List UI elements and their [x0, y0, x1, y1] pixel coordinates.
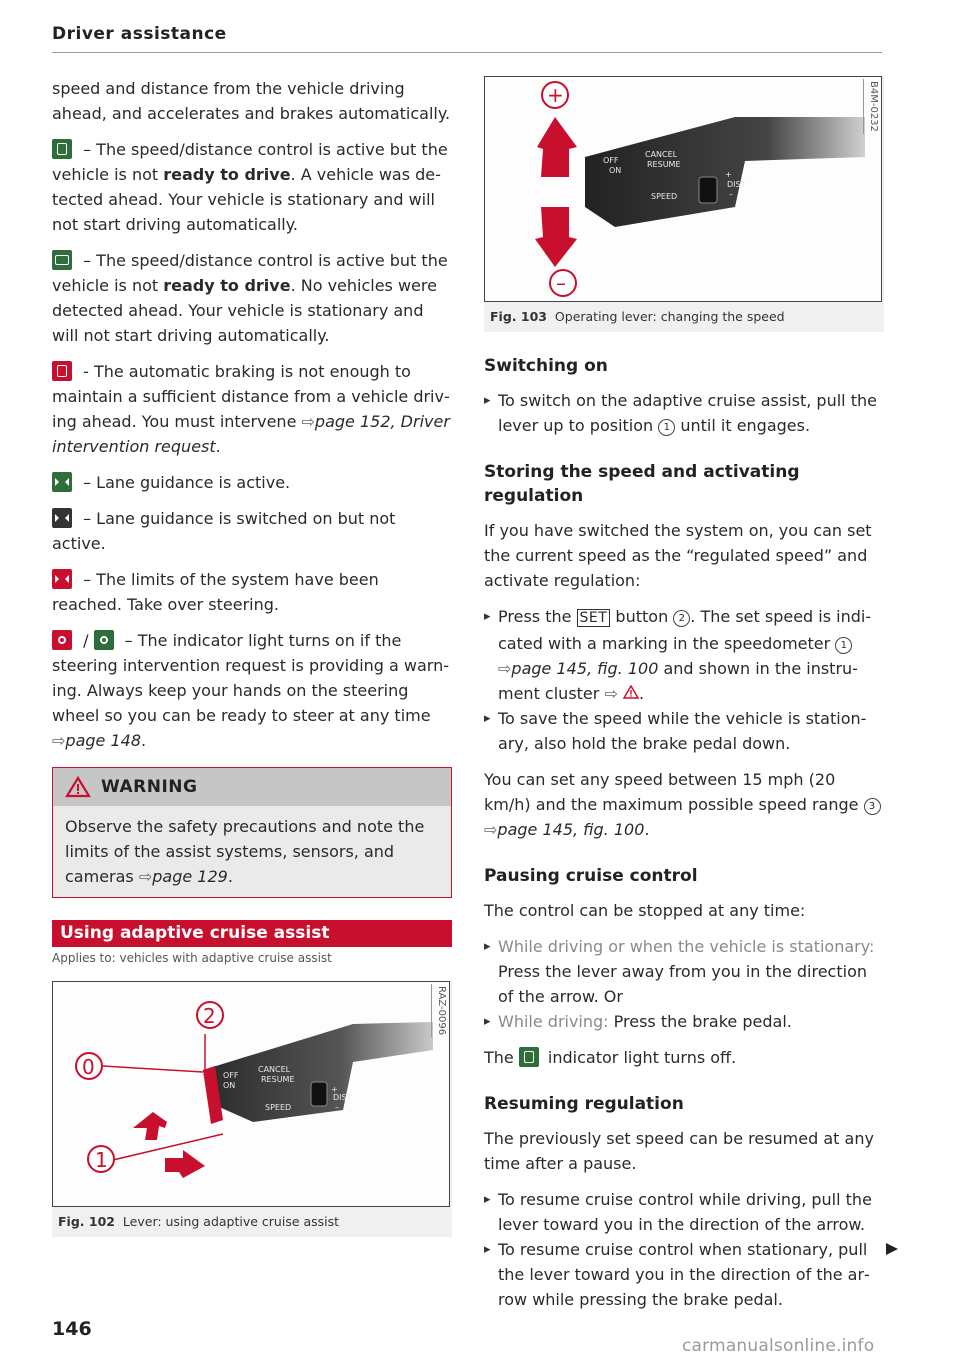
svg-text:ON: ON [609, 166, 622, 175]
svg-text:CANCEL: CANCEL [258, 1065, 291, 1074]
section-title-bar: Using adaptive cruise assist [52, 920, 452, 947]
svg-text:DIST: DIST [333, 1093, 352, 1102]
warning-title: WARNING [101, 776, 198, 797]
svg-text:SPEED: SPEED [265, 1103, 292, 1112]
arrow-down-icon [535, 207, 577, 267]
lane-guidance-inactive-icon [52, 508, 72, 528]
resume-intro: The previously set speed can be resumed at any time after a pause. [484, 1129, 874, 1173]
list-item: ▸ To save the speed while the vehicle is stationary, also hold the brake pedal down. [484, 706, 884, 756]
figure-103-image [484, 76, 882, 302]
indicator-item: – The limits of the system have been reached. Take over steering. [52, 570, 379, 614]
heading-switching-on: Switching on [484, 356, 608, 376]
svg-text:0: 0 [82, 1055, 95, 1079]
svg-text:–: – [556, 271, 566, 295]
set-key: SET [577, 609, 611, 627]
figure-103 [484, 76, 884, 332]
svg-text:CANCEL: CANCEL [645, 150, 678, 159]
list-item: ▸ To switch on the adaptive cruise assist, pull the lever up to position 1 until it engages. [484, 388, 884, 438]
svg-text:RESUME: RESUME [647, 160, 681, 169]
arrow-up-icon [537, 117, 577, 177]
svg-text:+: + [725, 170, 732, 179]
indicator-item: - The automatic braking is not enough to maintain a sufficient distance from a vehicle driving ahead. You must intervene ⇨page 152, Driver intervention request. [52, 362, 450, 456]
lane-guidance-active-icon [52, 472, 72, 492]
list-item: ▸ Press the SET button 2 . The set speed is indicated with a marking in the speedometer 1 ⇨page 145, fig. 100 and shown in the instrument cluster ⇨ . [484, 604, 884, 706]
heading-pausing: Pausing cruise control [484, 866, 698, 886]
warning-triangle-icon [65, 776, 91, 798]
svg-text:SPEED: SPEED [651, 192, 678, 201]
figure-102-image [52, 981, 450, 1207]
speed-range: You can set any speed between 15 mph (20 km/h) and the maximum possible speed range 3 ⇨page 145, fig. 100. [484, 767, 884, 842]
left-column [52, 76, 452, 1237]
indicator-item: – The speed/distance control is active but the vehicle is not ready to drive. A vehicle was detected ahead. Your vehicle is stationary and will not start driving automatically. [52, 140, 448, 234]
switch-steps [484, 388, 884, 438]
page-header [52, 24, 882, 53]
svg-text:ON: ON [223, 1081, 236, 1090]
figure-code: RAZ-0096 [431, 984, 448, 1037]
arrow-down-icon [165, 1150, 205, 1178]
watermark: carmanualsonline.info [682, 1336, 875, 1356]
list-item: ▸ While driving or when the vehicle is stationary: Press the lever away from you in the direction of the arrow. Or [484, 934, 884, 1009]
store-intro: If you have switched the system on, you can set the current speed as the “regulated speed” and activate regulation: [484, 521, 872, 590]
steering-warning-red-icon [52, 630, 72, 650]
svg-text:–: – [729, 190, 733, 199]
list-item: ▸ To resume cruise control while driving, pull the lever toward you in the direction of the arrow. [484, 1187, 884, 1237]
svg-text:+: + [331, 1085, 338, 1094]
svg-text:+: + [547, 83, 564, 107]
list-item: ▸ While driving: Press the brake pedal. [484, 1009, 884, 1034]
resume-steps [484, 1187, 884, 1312]
store-steps [484, 604, 884, 756]
car-outline-icon [52, 250, 72, 270]
figure-102-caption: Fig. 102 Lever: using adaptive cruise assist [58, 1214, 340, 1229]
svg-text:2: 2 [203, 1004, 216, 1028]
lane-limit-icon [52, 569, 72, 589]
pause-intro: The control can be stopped at any time: [484, 901, 806, 920]
arrow-up-icon [133, 1112, 167, 1140]
applies-to: Applies to: vehicles with adaptive cruise assist [52, 951, 332, 965]
heading-resuming: Resuming regulation [484, 1094, 684, 1114]
list-item: ▸ To resume cruise control when stationary, pull the lever toward you in the direction of the arrow while pressing the brake pedal. [484, 1237, 884, 1312]
svg-text:DIST: DIST [727, 180, 746, 189]
svg-text:–: – [335, 1103, 339, 1112]
figure-code: B4M-0232 [863, 79, 880, 134]
indicator-item: – Lane guidance is active. [52, 470, 452, 495]
car-ahead-icon [52, 139, 72, 159]
steering-warning-green-icon [94, 630, 114, 650]
brake-warning-icon [52, 361, 72, 381]
right-column [484, 76, 884, 1323]
pause-steps [484, 934, 884, 1034]
figure-103-caption: Fig. 103 Operating lever: changing the speed [490, 309, 785, 324]
svg-text:1: 1 [95, 1148, 108, 1172]
warning-header [53, 768, 451, 806]
intro-paragraph: speed and distance from the vehicle driving ahead, and accelerates and brakes automatically. [52, 79, 451, 123]
svg-text:RESUME: RESUME [261, 1075, 295, 1084]
indicator-item: – The speed/distance control is active but the vehicle is not ready to drive. No vehicles were detected ahead. Your vehicle is stationary and will not start driving automatically. [52, 251, 448, 345]
continue-arrow-icon [886, 1243, 898, 1255]
heading-storing-speed: Storing the speed and activating regulation [484, 462, 800, 506]
lever-illustration [53, 982, 449, 1206]
svg-text:OFF: OFF [223, 1071, 239, 1080]
lever-speed-illustration [485, 77, 881, 301]
warning-box [52, 767, 452, 898]
page-number: 146 [52, 1318, 92, 1340]
figure-102 [52, 981, 452, 1237]
warning-triangle-icon [623, 685, 639, 699]
section-heading: Driver assistance [52, 24, 227, 44]
indicator-item: / – The indicator light turns on if the steering intervention request is providing a warning. Always keep your hands on the steering wheel so you can be ready to steer at any time ⇨page 148. [52, 631, 450, 750]
warning-body: Observe the safety precautions and note the limits of the assist systems, sensors, and cameras ⇨page 129. [53, 806, 451, 897]
svg-text:OFF: OFF [603, 156, 619, 165]
pause-note: The indicator light turns off. [484, 1048, 737, 1067]
cruise-indicator-icon [519, 1047, 539, 1067]
indicator-item: – Lane guidance is switched on but not active. [52, 509, 396, 553]
